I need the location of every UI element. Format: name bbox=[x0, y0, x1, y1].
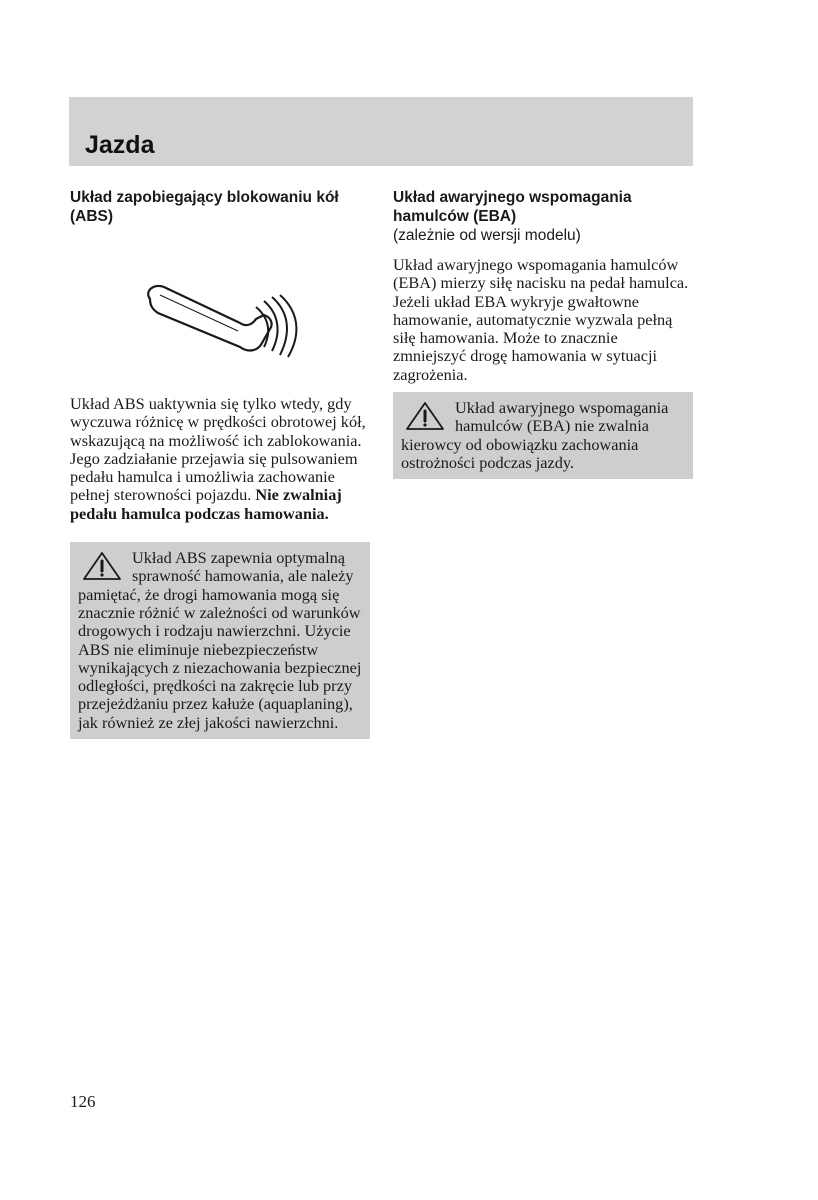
eba-heading: Układ awaryjnego wspomagania hamulców (EBA) bbox=[393, 189, 632, 225]
abs-warning-text: Układ ABS zapewnia optymalną sprawność hamowania, ale należy pamiętać, że drogi hamowania mogą się znacznie różnić w zależności od warunków drogowych i rodzaju nawierzchni. Użycie ABS nie eliminuje niebezpieczeństw wynikających z niezachowania bezpiecznej odległości, prędkości na zakręcie lub przy przejeżdżaniu przez kałuże (aquaplaning), jak również ze złej jakości nawierzchni. bbox=[78, 548, 362, 732]
abs-brake-pedal-icon bbox=[140, 281, 310, 371]
eba-description: Układ awaryjnego wspomagania hamulców (EBA) mierzy siłę nacisku na pedał hamulca. Jeżeli układ EBA wykryje gwałtowne hamowanie, automatycznie wyzwala pełną siłę hamowania. Może to znacznie zmniejszyć drogę hamowania w sytuacji zagrożenia. bbox=[393, 255, 689, 384]
eba-subheading: (zależnie od wersji modelu) bbox=[393, 227, 581, 244]
eba-warning-text: Układ awaryjnego wspomagania hamulców (EBA) nie zwalnia kierowcy od obowiązku zachowania ostrożności podczas jazdy. bbox=[401, 398, 669, 472]
page-title: Jazda bbox=[85, 131, 155, 159]
abs-bold-instruction: Nie zwalniaj pedału hamulca podczas hamowania. bbox=[70, 485, 342, 523]
abs-column bbox=[70, 188, 370, 739]
abs-description bbox=[70, 395, 370, 523]
abs-warning-box bbox=[70, 542, 370, 739]
eba-column bbox=[393, 188, 693, 479]
warning-triangle-icon bbox=[82, 551, 122, 581]
abs-description-text: Układ ABS uaktywnia się tylko wtedy, gdy wyczuwa różnicę w prędkości obrotowej kół, wskazującą na możliwość ich zablokowania. Jego zadziałanie przejawia się pulsowaniem pedału hamulca i umożliwia zachowanie pełnej sterowności pojazdu. bbox=[70, 394, 366, 505]
eba-warning-box bbox=[393, 392, 693, 479]
section-header bbox=[69, 97, 693, 166]
warning-triangle-icon bbox=[405, 401, 445, 431]
abs-heading: Układ zapobiegający blokowaniu kół (ABS) bbox=[70, 189, 339, 225]
page-number: 126 bbox=[70, 1092, 96, 1111]
